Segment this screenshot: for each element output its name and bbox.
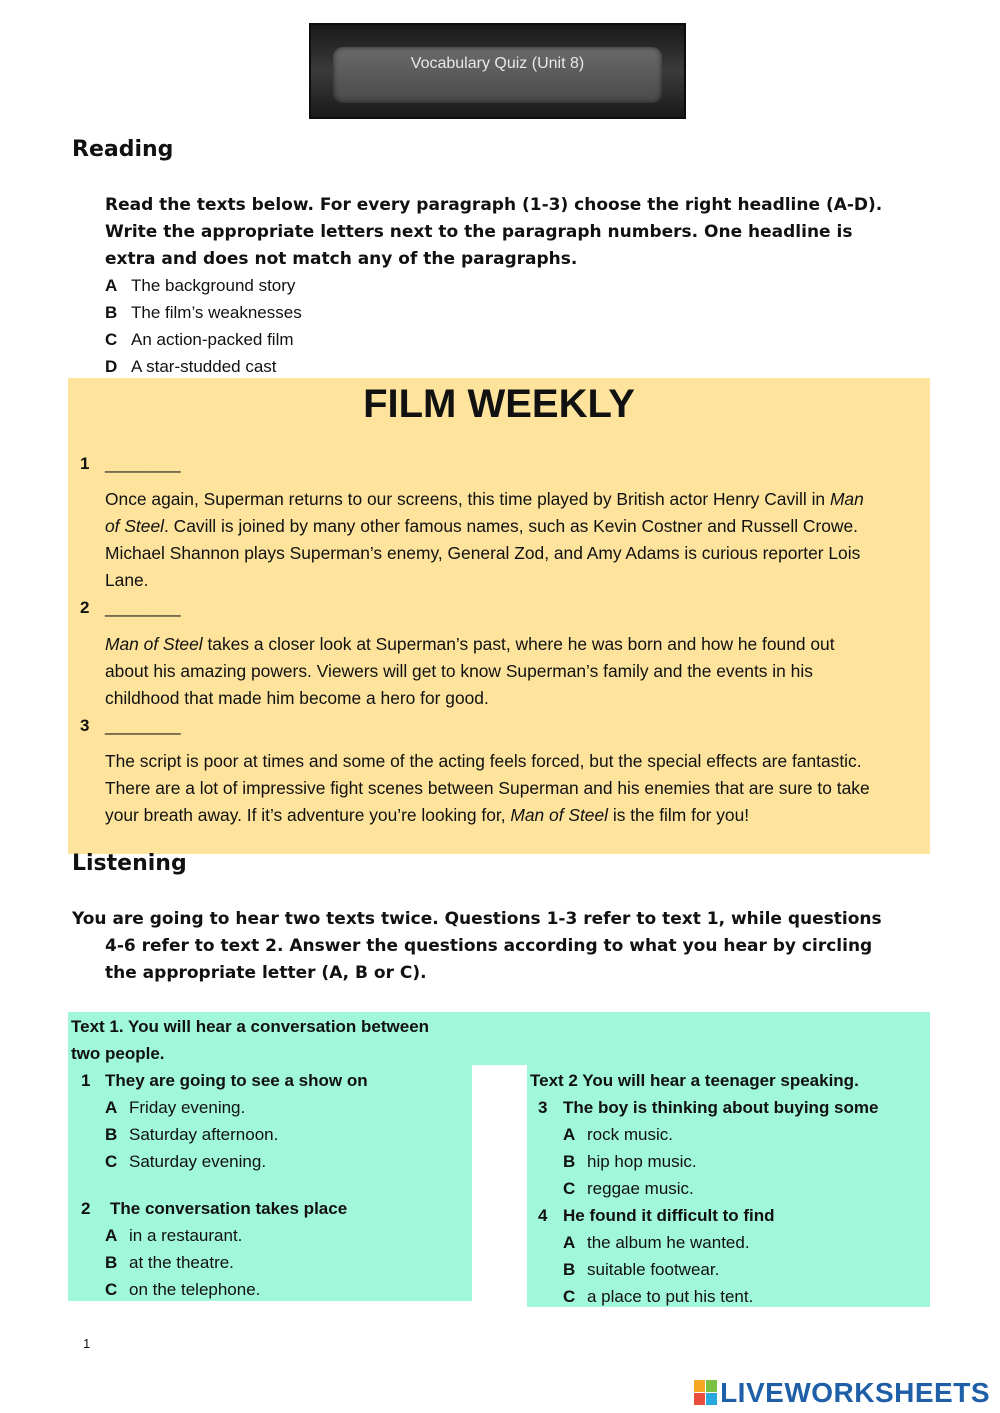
answer-option[interactable] <box>538 1256 775 1283</box>
listening-heading: Listening <box>72 851 187 876</box>
film-weekly-article <box>68 378 930 854</box>
question-text: The conversation takes place <box>110 1199 348 1218</box>
answer-option[interactable] <box>538 1148 878 1175</box>
text1-title-line: two people. <box>71 1044 165 1063</box>
paragraph-line <box>105 748 920 775</box>
option-text: reggae music. <box>587 1179 694 1198</box>
headline-text: The film’s weaknesses <box>131 303 302 322</box>
text-run: childhood that made him become a hero for good. <box>105 688 489 708</box>
question-prompt <box>81 1195 347 1222</box>
text-run: takes a closer look at Superman’s past, where he was born and how he found out <box>202 634 835 654</box>
option-letter: A <box>563 1125 576 1144</box>
listening-instruction-line: You are going to hear two texts twice. Questions 1-3 refer to text 1, while questions <box>72 909 882 929</box>
paragraph-1-text <box>105 486 920 594</box>
option-text: a place to put his tent. <box>587 1287 754 1306</box>
reading-instructions <box>105 192 882 273</box>
text1-title <box>71 1013 429 1067</box>
answer-option[interactable] <box>81 1276 347 1303</box>
question-3 <box>538 1094 878 1202</box>
paragraph-3-text <box>105 748 920 829</box>
headline-letter: D <box>105 357 118 376</box>
text-run: There are a lot of impressive fight scenes between Superman and his enemies that are sure to take <box>105 778 870 798</box>
option-text: Friday evening. <box>129 1098 246 1117</box>
reading-instruction-line: extra and does not match any of the paragraphs. <box>105 249 578 269</box>
question-prompt <box>81 1067 368 1094</box>
answer-option[interactable] <box>538 1121 878 1148</box>
question-prompt <box>538 1094 878 1121</box>
option-text: Saturday afternoon. <box>129 1125 279 1144</box>
option-letter: B <box>105 1125 118 1144</box>
option-letter: C <box>563 1179 576 1198</box>
reading-instruction-line: Read the texts below. For every paragraph (1-3) choose the right headline (A-D). <box>105 195 883 215</box>
question-text: He found it difficult to find <box>563 1206 775 1225</box>
film-title-italic: Man of Steel <box>105 634 203 654</box>
listening-instructions <box>72 906 882 987</box>
headline-text: The background story <box>131 276 296 295</box>
article-title: FILM WEEKLY <box>363 382 635 426</box>
option-letter: B <box>105 1253 118 1272</box>
page-title: Vocabulary Quiz (Unit 8) <box>410 55 585 72</box>
logo-icon <box>694 1380 718 1406</box>
question-text: They are going to see a show on <box>105 1071 368 1090</box>
headline-option <box>105 326 302 353</box>
listening-instruction-line: the appropriate letter (A, B or C). <box>105 963 427 983</box>
answer-option[interactable] <box>81 1249 347 1276</box>
answer-option[interactable] <box>81 1148 368 1175</box>
brand-name: LIVEWORKSHEETS <box>720 1377 990 1408</box>
option-text: on the telephone. <box>129 1280 261 1299</box>
answer-blank-3[interactable]: ________ <box>105 716 181 735</box>
text1-title-line: Text 1. You will hear a conversation between <box>71 1017 430 1036</box>
liveworksheets-logo <box>694 1378 990 1408</box>
answer-blank-2[interactable]: ________ <box>105 598 181 617</box>
option-letter: A <box>563 1233 576 1252</box>
headline-letter: B <box>105 303 118 322</box>
film-title-italic: Man <box>829 489 864 509</box>
option-letter: B <box>563 1152 576 1171</box>
question-2 <box>81 1195 347 1303</box>
headline-option <box>105 353 302 380</box>
answer-option[interactable] <box>538 1175 878 1202</box>
headline-option <box>105 272 302 299</box>
option-letter: C <box>563 1287 576 1306</box>
question-number: 1 <box>81 1071 91 1090</box>
headline-text: A star-studded cast <box>131 357 277 376</box>
text-run: Michael Shannon plays Superman’s enemy, General Zod, and Amy Adams is curious reporter Lois <box>105 543 861 563</box>
question-1 <box>81 1067 368 1175</box>
paragraph-line <box>105 685 920 712</box>
question-text: The boy is thinking about buying some <box>563 1098 879 1117</box>
paragraph-line <box>105 631 920 658</box>
headline-text: An action-packed film <box>131 330 294 349</box>
answer-option[interactable] <box>81 1094 368 1121</box>
answer-blank-1[interactable]: ________ <box>105 454 181 473</box>
paragraph-line <box>105 540 920 567</box>
answer-option[interactable] <box>81 1121 368 1148</box>
option-text: hip hop music. <box>587 1152 697 1171</box>
answer-option[interactable] <box>81 1222 347 1249</box>
paragraph-line <box>105 802 920 829</box>
option-text: suitable footwear. <box>587 1260 720 1279</box>
question-4 <box>538 1202 775 1310</box>
text2-title: Text 2 You will hear a teenager speaking. <box>530 1071 859 1090</box>
option-text: Saturday evening. <box>129 1152 267 1171</box>
answer-option[interactable] <box>538 1229 775 1256</box>
question-prompt <box>538 1202 775 1229</box>
option-letter: A <box>105 1098 118 1117</box>
text-run: . Cavill is joined by many other famous names, such as Kevin Costner and Russell Crowe. <box>163 516 858 536</box>
option-letter: B <box>563 1260 576 1279</box>
answer-option[interactable] <box>538 1283 775 1310</box>
option-text: at the theatre. <box>129 1253 234 1272</box>
paragraph-line <box>105 486 920 513</box>
option-text: the album he wanted. <box>587 1233 750 1252</box>
option-text: in a restaurant. <box>129 1226 243 1245</box>
paragraph-number: 2 <box>80 598 90 617</box>
text-run: about his amazing powers. Viewers will get to know Superman’s family and the events in his <box>105 661 813 681</box>
paragraph-number: 3 <box>80 716 90 735</box>
text-run: is the film for you! <box>608 805 750 825</box>
paragraph-line <box>105 658 920 685</box>
option-text: rock music. <box>587 1125 673 1144</box>
option-letter: C <box>105 1152 118 1171</box>
paragraph-number: 1 <box>80 454 90 473</box>
film-title-italic: of Steel <box>105 516 164 536</box>
paragraph-line <box>105 775 920 802</box>
header-banner <box>309 23 686 119</box>
paragraph-line <box>105 513 920 540</box>
headline-letter: C <box>105 330 118 349</box>
question-number: 3 <box>538 1098 548 1117</box>
text-run: The script is poor at times and some of the acting feels forced, but the special effects are fantastic. <box>105 751 862 771</box>
text-run: your breath away. If it’s adventure you’re looking for, <box>105 805 511 825</box>
page-number: 1 <box>83 1336 91 1351</box>
reading-heading: Reading <box>72 137 174 162</box>
headline-letter: A <box>105 276 118 295</box>
reading-instruction-line: Write the appropriate letters next to the paragraph numbers. One headline is <box>105 222 853 242</box>
film-title-italic: Man of Steel <box>510 805 608 825</box>
question-number: 4 <box>538 1206 548 1225</box>
text-run: Once again, Superman returns to our screens, this time played by British actor Henry Cavill in <box>105 489 830 509</box>
headline-option <box>105 299 302 326</box>
paragraph-2-text <box>105 631 920 712</box>
listening-instruction-line: 4-6 refer to text 2. Answer the questions according to what you hear by circling <box>105 936 873 956</box>
paragraph-line <box>105 567 920 594</box>
question-number: 2 <box>81 1199 91 1218</box>
option-letter: A <box>105 1226 118 1245</box>
headline-list <box>105 272 302 380</box>
option-letter: C <box>105 1280 118 1299</box>
text-run: Lane. <box>105 570 149 590</box>
